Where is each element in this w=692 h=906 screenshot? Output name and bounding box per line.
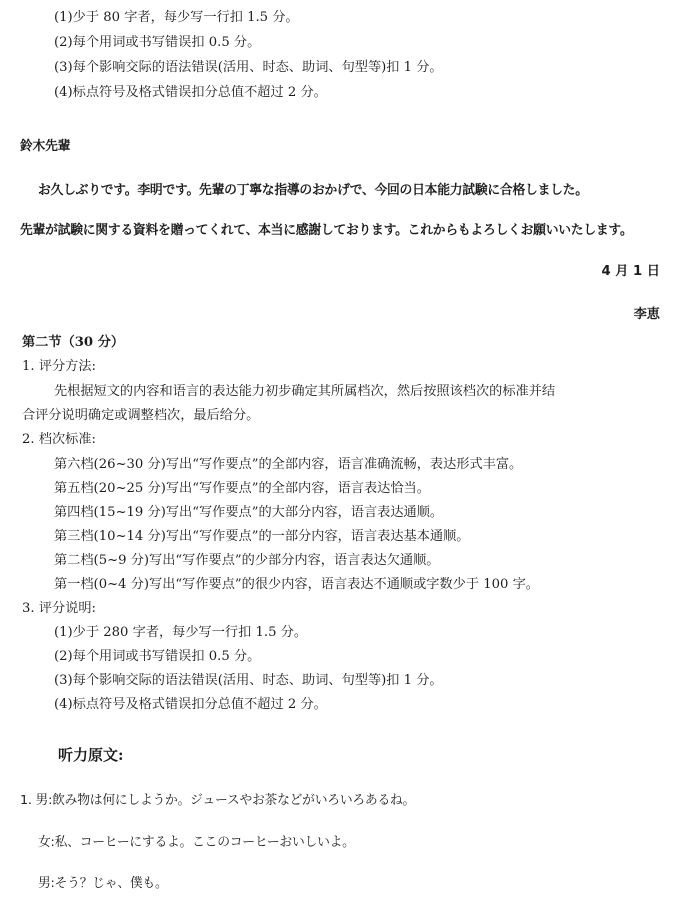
rule-top-4: (4)标点符号及格式错误扣分总值不超过 2 分。 bbox=[54, 85, 327, 100]
grade-3: 第三档(10~14 分)写出“写作要点”的一部分内容，语言表达基本通顺。 bbox=[54, 529, 470, 544]
letter-paragraph-2: 先輩が試験に関する資料を贈ってくれて、本当に感謝しております。これからもよろしくお願いいたします。 bbox=[20, 223, 633, 238]
note-2: (2)每个用词或书写错误扣 0.5 分。 bbox=[54, 649, 261, 664]
letter-paragraph-1: お久しぶりです。李明です。先輩の丁寧な指導のおかげで、今回の日本能力試験に合格しました。 bbox=[38, 183, 588, 198]
listening-line-2: 女:私、コーヒーにするよ。ここのコーヒーおいしいよ。 bbox=[38, 835, 355, 850]
note-1: (1)少于 280 字者，每少写一行扣 1.5 分。 bbox=[54, 625, 308, 640]
note-4: (4)标点符号及格式错误扣分总值不超过 2 分。 bbox=[54, 697, 327, 712]
listening-title: 听力原文: bbox=[58, 746, 124, 764]
grades-heading: 2. 档次标准: bbox=[22, 432, 96, 447]
note-3: (3)每个影响交际的语法错误(活用、时态、助词、句型等)扣 1 分。 bbox=[54, 673, 443, 688]
listening-line-3: 男:そう？じゃ、僕も。 bbox=[38, 876, 168, 891]
grade-6: 第六档(26~30 分)写出“写作要点”的全部内容，语言准确流畅，表达形式丰富。 bbox=[54, 457, 523, 472]
grade-1: 第一档(0~4 分)写出“写作要点”的很少内容，语言表达不通顺或字数少于 100 字。 bbox=[54, 577, 539, 592]
rule-top-2: (2)每个用词或书写错误扣 0.5 分。 bbox=[54, 35, 261, 50]
letter-date: 4 月 1 日 bbox=[601, 264, 660, 279]
listening-line-1: 1. 男:飲み物は何にしようか。ジュースやお茶などがいろいろあるね。 bbox=[20, 793, 416, 808]
grade-5: 第五档(20~25 分)写出“写作要点”的全部内容，语言表达恰当。 bbox=[54, 481, 430, 496]
section2-title: 第二节（30 分） bbox=[22, 335, 125, 350]
letter-salutation: 鈴木先輩 bbox=[20, 139, 71, 154]
method-heading: 1. 评分方法: bbox=[22, 359, 96, 374]
grade-4: 第四档(15~19 分)写出“写作要点”的大部分内容，语言表达通顺。 bbox=[54, 505, 444, 520]
method-text-line-2: 合评分说明确定或调整档次，最后给分。 bbox=[22, 408, 260, 423]
letter-signature: 李恵 bbox=[633, 307, 660, 322]
notes-heading: 3. 评分说明: bbox=[22, 601, 96, 616]
rule-top-1: (1)少于 80 字者，每少写一行扣 1.5 分。 bbox=[54, 10, 299, 25]
method-text-line-1: 先根据短文的内容和语言的表达能力初步确定其所属档次，然后按照该档次的标准并结 bbox=[54, 384, 556, 399]
rule-top-3: (3)每个影响交际的语法错误(活用、时态、助词、句型等)扣 1 分。 bbox=[54, 60, 443, 75]
grade-2: 第二档(5~9 分)写出“写作要点”的少部分内容，语言表达欠通顺。 bbox=[54, 553, 440, 568]
